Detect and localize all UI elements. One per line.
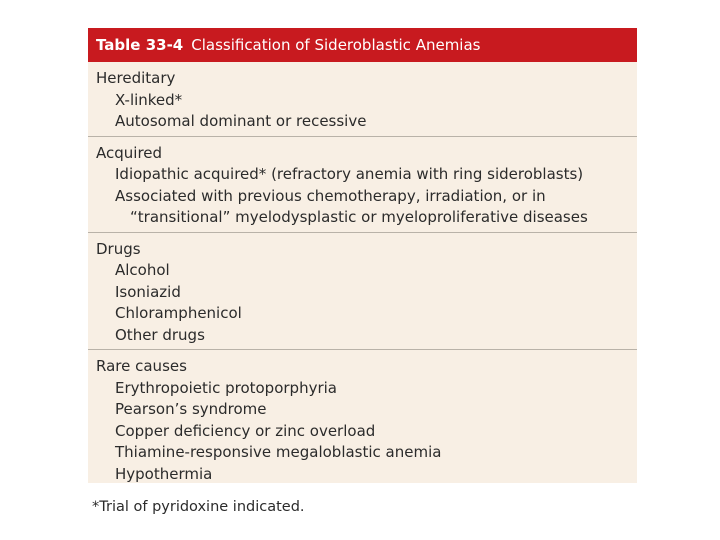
list-item: Thiamine-responsive megaloblastic anemia — [115, 443, 442, 461]
list-item: Pearson’s syndrome — [115, 400, 267, 418]
group-heading: Drugs — [96, 239, 141, 258]
group-heading: Acquired — [96, 143, 163, 162]
group-acquired — [88, 137, 637, 233]
list-item: X-linked* — [115, 90, 183, 109]
list-item: Hypothermia — [115, 464, 213, 483]
list-item: Isoniazid — [115, 282, 181, 301]
list-item: Associated with previous chemotherapy, irradiation, or in — [115, 186, 546, 205]
list-item: Copper deficiency or zinc overload — [115, 421, 376, 440]
list-item: Erythropoietic protoporphyria — [115, 378, 337, 397]
footnote: *Trial of pyridoxine indicated. — [92, 499, 305, 515]
list-item: Alcohol — [115, 261, 170, 279]
group-heading: Rare causes — [96, 357, 187, 375]
list-item: Other drugs — [115, 325, 205, 344]
table-header — [88, 28, 637, 62]
list-item: Idiopathic acquired* (refractory anemia with ring sideroblasts) — [115, 165, 584, 183]
group-rare-causes — [88, 350, 637, 488]
table-title: Classification of Sideroblastic Anemias — [191, 36, 481, 54]
group-drugs — [88, 233, 637, 351]
table-body — [88, 62, 637, 488]
list-item-continuation: “transitional” myelodysplastic or myeloproliferative diseases — [130, 208, 588, 226]
list-item: Chloramphenicol — [115, 304, 242, 322]
group-hereditary — [88, 62, 637, 137]
group-heading: Hereditary — [96, 69, 176, 87]
table-number: Table 33-4 — [96, 36, 184, 54]
classification-table — [88, 28, 637, 483]
list-item: Autosomal dominant or recessive — [115, 112, 367, 130]
